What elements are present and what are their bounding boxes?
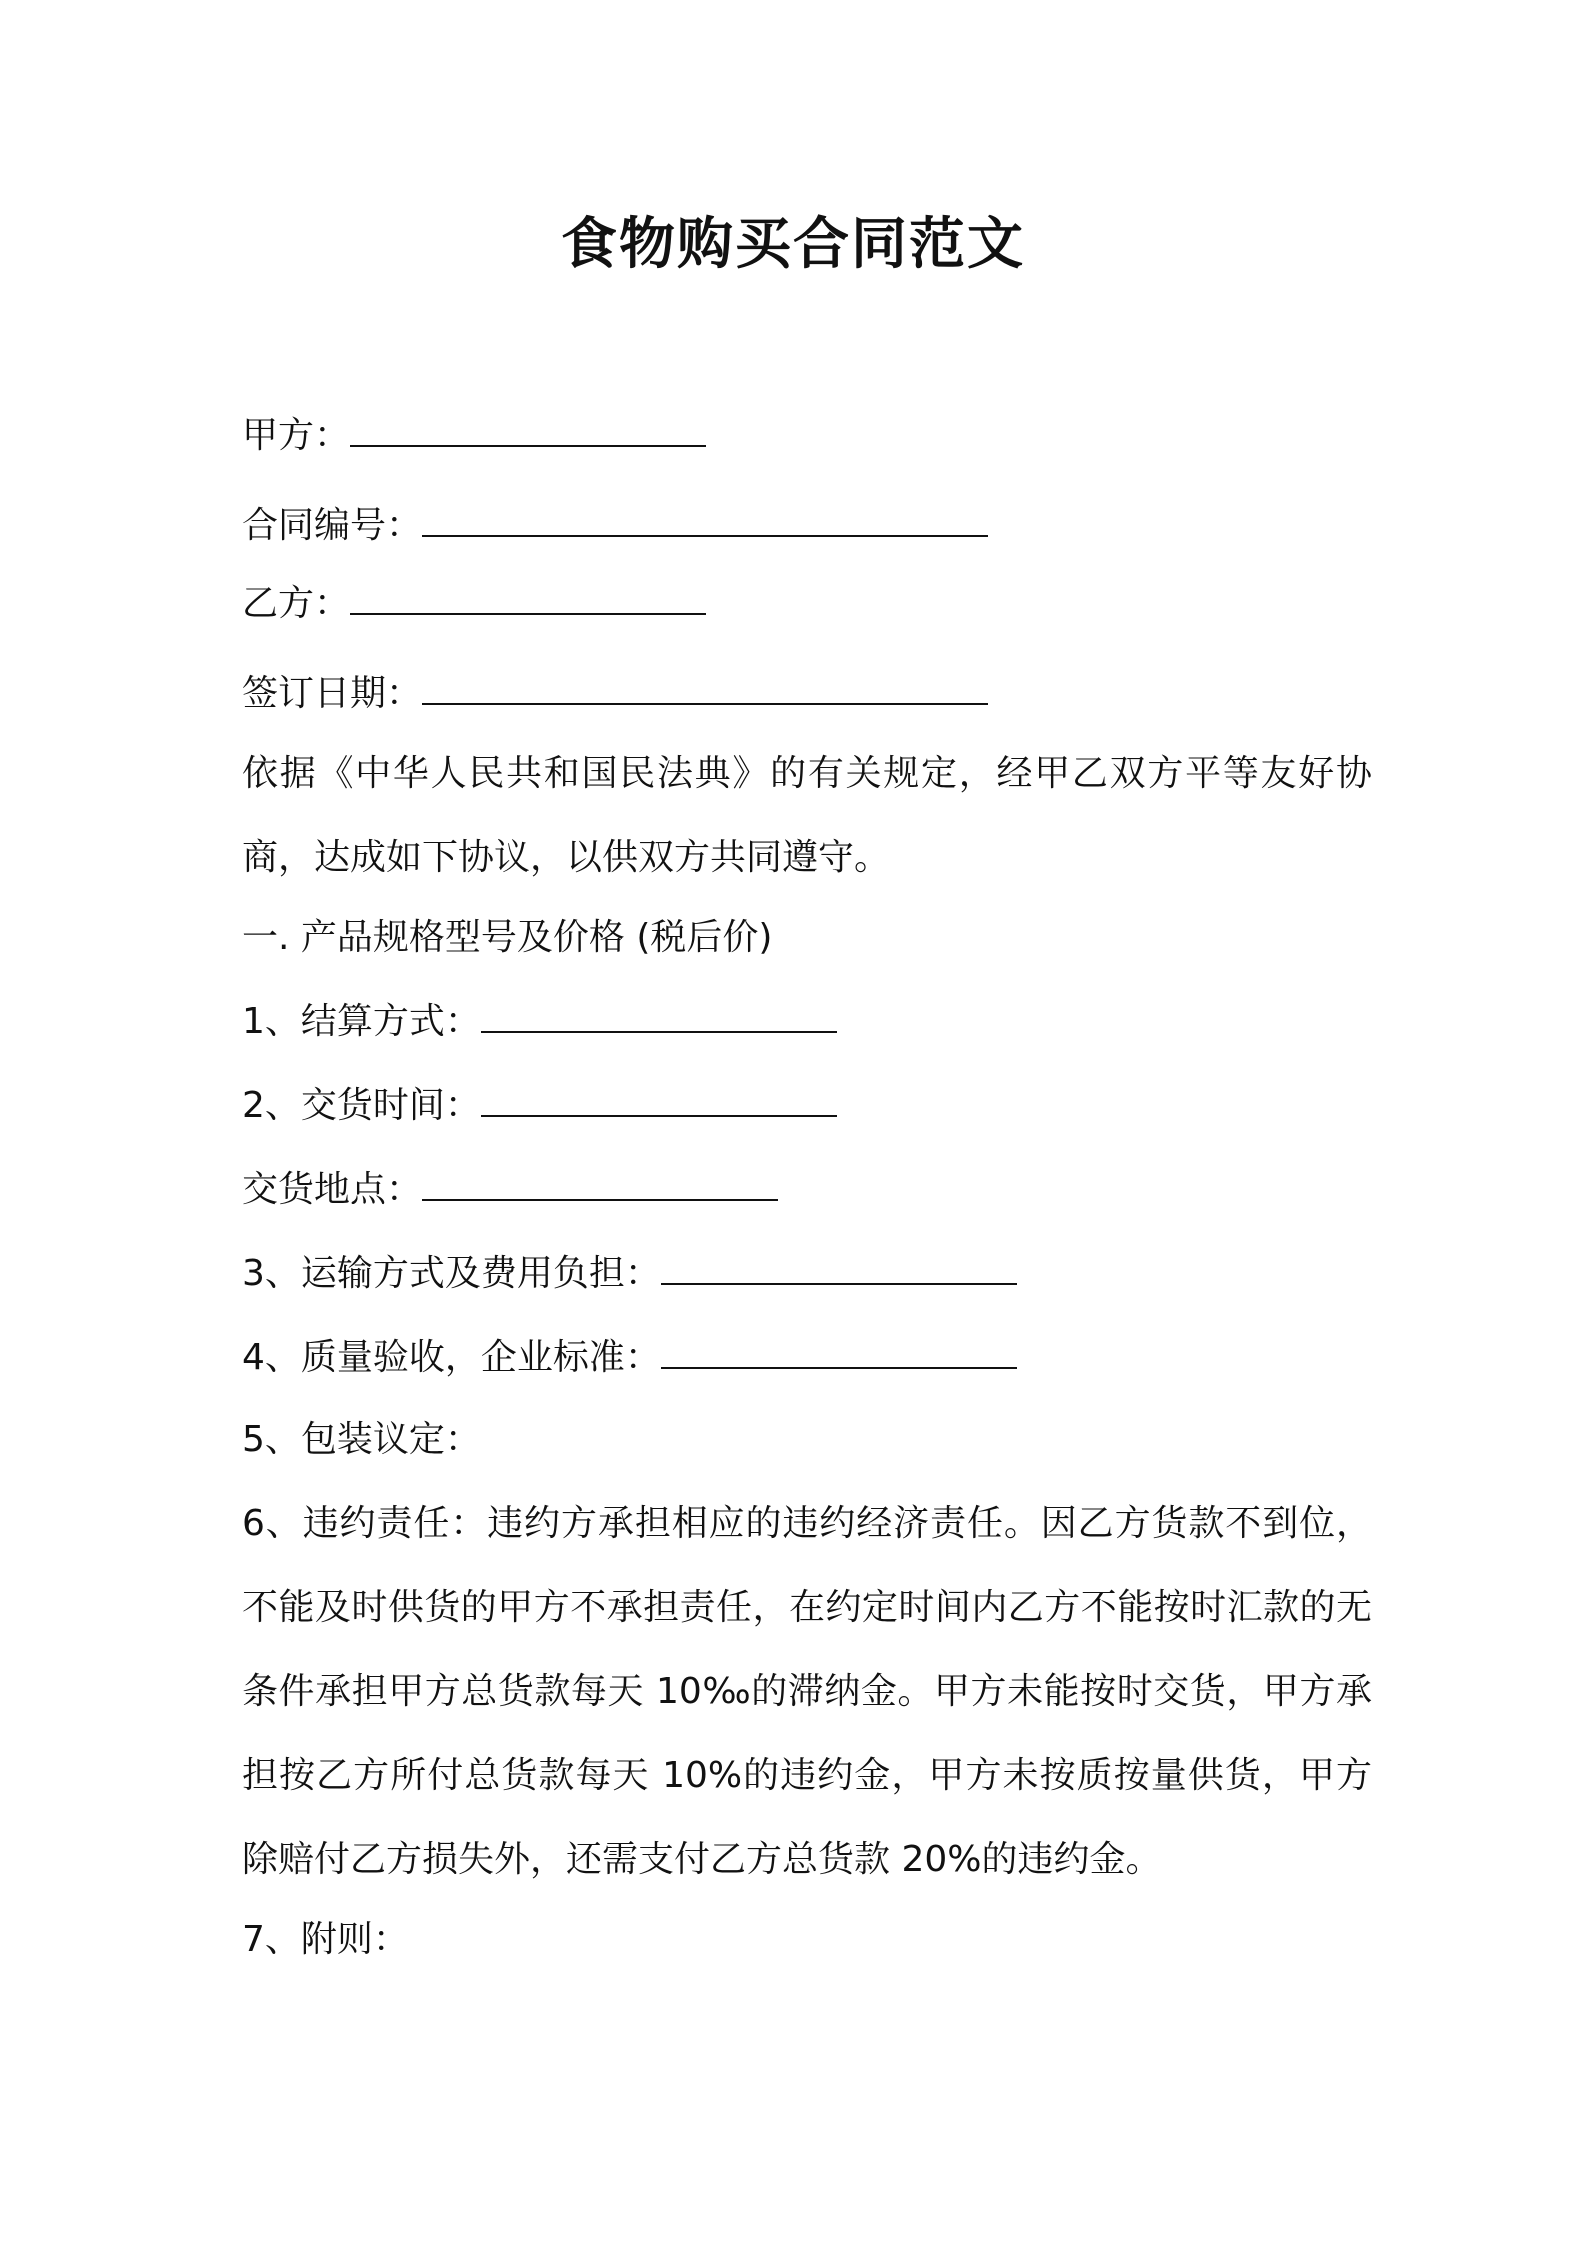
delivery-time-field [242, 1080, 837, 1132]
quality-blank[interactable] [661, 1337, 1017, 1369]
sign-date-label: 签订日期： [242, 673, 423, 714]
delivery-place-label: 交货地点： [242, 1169, 423, 1210]
party-b-label: 乙方： [242, 583, 351, 624]
section-heading-1: 一. 产品规格型号及价格 (税后价) [242, 917, 773, 958]
delivery-place-field [242, 1164, 778, 1216]
intro-paragraph [242, 732, 1372, 900]
party-a-field [242, 410, 706, 462]
intro-text: 依据《中华人民共和国民法典》的有关规定，经甲乙双方平等友好协商，达成如下协议，以供双方共同遵守。 [242, 753, 1372, 878]
quality-field [242, 1332, 1017, 1384]
transport-field [242, 1248, 1017, 1300]
delivery-place-blank[interactable] [422, 1169, 778, 1201]
party-b-blank[interactable] [350, 583, 706, 615]
party-b-field [242, 578, 706, 630]
contract-number-blank[interactable] [422, 505, 988, 537]
document-title: 食物购买合同范文 [561, 212, 1025, 277]
delivery-time-blank[interactable] [481, 1085, 837, 1117]
transport-label: 3、运输方式及费用负担： [242, 1253, 661, 1294]
appendix-label: 7、附则： [242, 1919, 409, 1960]
party-a-blank[interactable] [350, 415, 706, 447]
contract-number-field [242, 500, 988, 552]
packaging-field [242, 1414, 481, 1466]
liability-paragraph [242, 1482, 1372, 1902]
sign-date-field [242, 668, 988, 720]
settlement-blank[interactable] [481, 1001, 837, 1033]
settlement-field [242, 996, 837, 1048]
liability-text: 6、违约责任：违约方承担相应的违约经济责任。因乙方货款不到位，不能及时供货的甲方不承担责任，在约定时间内乙方不能按时汇款的无条件承担甲方总货款每天 10‰的滞纳金。甲方未能按时交货，甲方承担按乙方所付总货款每天 10%的违约金，甲方未按质按量供货，甲方除赔付乙方损失外，还需支付乙方总货款 20%的违约金。 [242, 1503, 1372, 1880]
party-a-label: 甲方： [242, 415, 351, 456]
quality-label: 4、质量验收，企业标准： [242, 1337, 661, 1378]
sign-date-blank[interactable] [422, 673, 988, 705]
contract-number-label: 合同编号： [242, 505, 423, 546]
delivery-time-label: 2、交货时间： [242, 1085, 481, 1126]
settlement-label: 1、结算方式： [242, 1001, 481, 1042]
packaging-label: 5、包装议定： [242, 1419, 481, 1460]
transport-blank[interactable] [661, 1253, 1017, 1285]
appendix-field [242, 1914, 409, 1966]
